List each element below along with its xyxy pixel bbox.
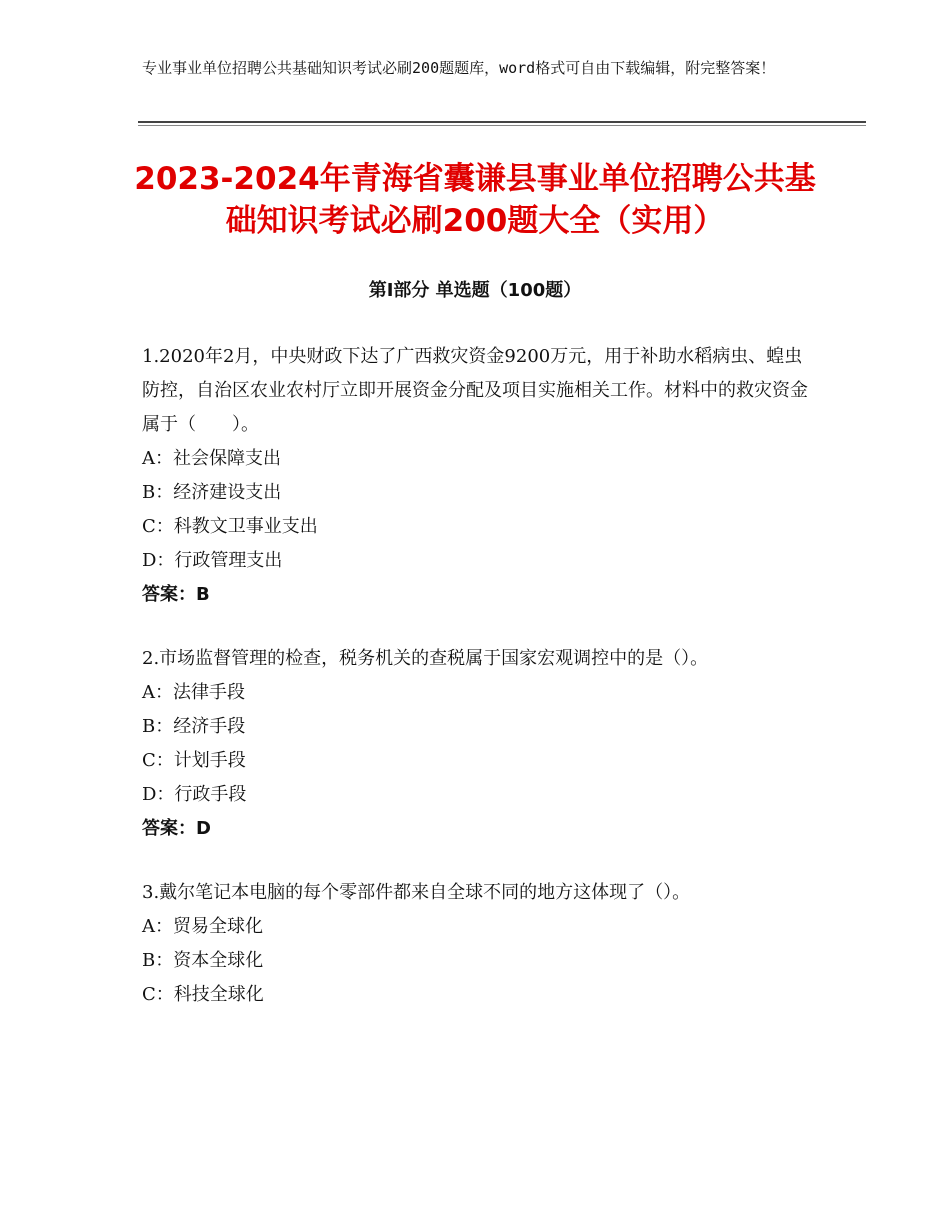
option-b: B：经济手段 <box>142 716 246 737</box>
question-stem: 2.市场监督管理的检查，税务机关的查税属于国家宏观调控中的是（）。 <box>142 648 709 669</box>
answer-line: 答案：B <box>142 584 210 605</box>
option-c: C：计划手段 <box>142 750 246 771</box>
option-a: A：社会保障支出 <box>142 448 281 469</box>
answer-line: 答案：D <box>142 818 211 839</box>
option-b: B：经济建设支出 <box>142 482 282 503</box>
option-a: A：法律手段 <box>142 682 245 703</box>
option-b: B：资本全球化 <box>142 950 264 971</box>
section-heading: 第Ⅰ部分 单选题（100题） <box>368 280 582 301</box>
header-rule-thin <box>138 125 866 126</box>
question-3 <box>142 876 812 1012</box>
option-d: D：行政管理支出 <box>142 550 283 571</box>
option-c: C：科技全球化 <box>142 984 264 1005</box>
document-title: 2023-2024年青海省囊谦县事业单位招聘公共基础知识考试必刷200题大全（实用） <box>134 161 816 239</box>
question-1 <box>142 340 812 612</box>
option-d: D：行政手段 <box>142 784 247 805</box>
question-stem: 3.戴尔笔记本电脑的每个零部件都来自全球不同的地方这体现了（）。 <box>142 882 691 903</box>
option-a: A：贸易全球化 <box>142 916 263 937</box>
header-rule <box>138 121 866 123</box>
question-2 <box>142 642 812 846</box>
question-stem: 1.2020年2月，中央财政下达了广西救灾资金9200万元，用于补助水稻病虫、蝗虫防控，自治区农业农村厅立即开展资金分配及项目实施相关工作。材料中的救灾资金属于（ ）。 <box>142 346 808 435</box>
question-list <box>142 340 812 1042</box>
option-c: C：科教文卫事业支出 <box>142 516 318 537</box>
header-note: 专业事业单位招聘公共基础知识考试必刷200题题库，word格式可自由下载编辑，附完整答案！ <box>142 59 776 77</box>
